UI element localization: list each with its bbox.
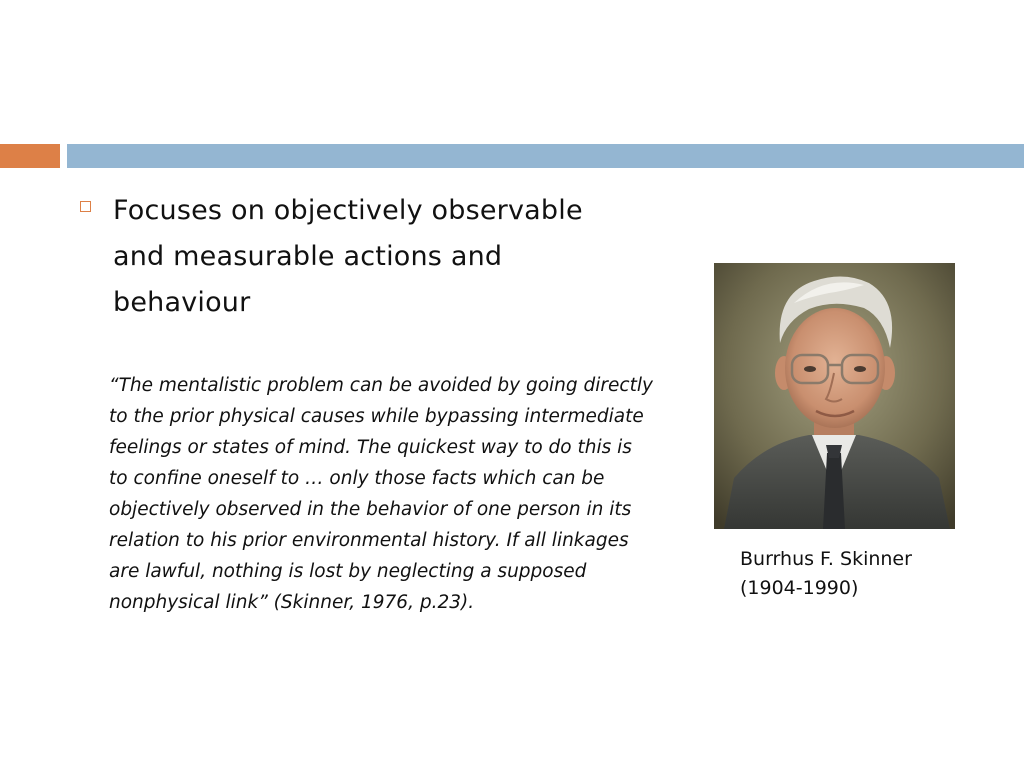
caption-name: Burrhus F. Skinner xyxy=(740,548,912,570)
square-bullet-icon xyxy=(80,201,91,212)
portrait-caption xyxy=(740,545,980,603)
caption-years: (1904-1990) xyxy=(740,577,859,599)
bullet-text: Focuses on objectively observable and measurable actions and behaviour xyxy=(113,195,583,318)
blue-accent-bar xyxy=(67,144,1024,168)
skinner-quote: “The mentalistic problem can be avoided by going directly to the prior physical causes while bypassing intermediate feelings or states of mind. The quickest way to do this is to confine oneself to … only those facts which can be objectively observed in the behavior of one person in its relation to his prior environmental history. If all linkages are lawful, nothing is lost by neglecting a supposed nonphysical link” (Skinner, 1976, p.23). xyxy=(109,375,653,613)
bullet-point xyxy=(80,188,600,326)
portrait-photo xyxy=(714,263,955,529)
orange-accent-bar xyxy=(0,144,60,168)
